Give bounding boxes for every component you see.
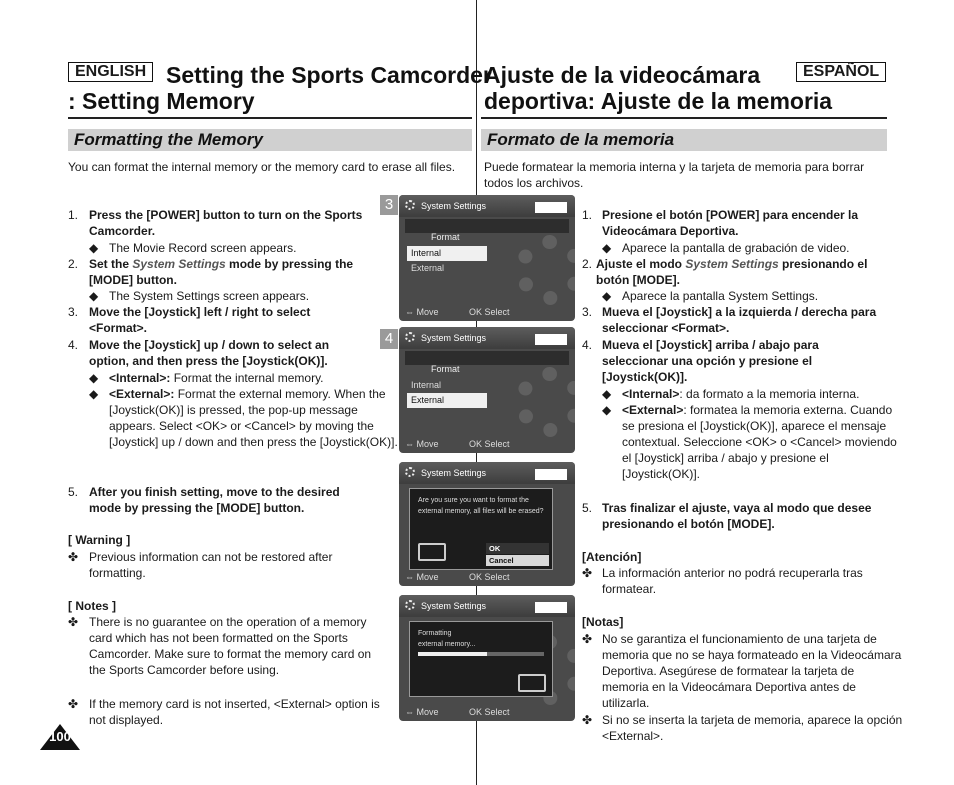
- section-title-en: Formatting the Memory: [68, 129, 472, 151]
- option-label: <External>: [622, 403, 684, 417]
- select-hint: OK Select: [469, 572, 510, 582]
- gear-icon: [405, 467, 415, 477]
- screen-header: [399, 195, 575, 217]
- note-text: Si no se inserta la tarjeta de memoria, aparece la opción <External>.: [602, 713, 903, 743]
- menu-option-external[interactable]: External: [411, 263, 445, 273]
- step-text: Mueva el [Joystick] a la izquierda / derecha para seleccionar <Format>.: [602, 305, 877, 335]
- move-label: Move: [416, 572, 439, 582]
- move-label: Move: [416, 707, 439, 717]
- cross-icon: ✤: [68, 615, 79, 629]
- step-en-2: [68, 256, 378, 288]
- screen-title: System Settings: [421, 601, 487, 611]
- step-es-3: [582, 304, 882, 336]
- step-text: Press the [POWER] button to turn on the Sports Camcorder.: [89, 208, 363, 238]
- gear-icon: [405, 332, 415, 342]
- step-en-5: [68, 484, 368, 516]
- step-en-4: [68, 337, 368, 369]
- battery-icon: [535, 602, 567, 613]
- step-number: 2.: [582, 257, 593, 271]
- menu-option-internal[interactable]: Internal: [407, 246, 487, 261]
- note-es-2: [582, 712, 904, 744]
- language-badge-english: ENGLISH: [68, 62, 153, 82]
- step-text-cont: mode by pressing the [MODE] button.: [89, 257, 354, 287]
- step-number: 5.: [68, 485, 79, 499]
- screen-confirm-popup: [399, 462, 575, 586]
- memory-card-icon: [418, 543, 446, 561]
- step-number: 5.: [582, 501, 593, 515]
- step-number: 2.: [68, 257, 79, 271]
- format-menu: [407, 246, 487, 276]
- option-label: <Internal>:: [109, 371, 171, 385]
- note-en-1: [68, 614, 389, 678]
- intro-en: You can format the internal memory or the memory card to erase all files.: [68, 160, 456, 174]
- battery-icon: [535, 202, 567, 213]
- step-en-1: [68, 207, 368, 239]
- step-badge-3: 3: [380, 195, 398, 215]
- step-text: After you finish setting, move to the desired mode by pressing the [MODE] button.: [89, 485, 340, 515]
- bullet-text: The Movie Record screen appears.: [109, 241, 297, 255]
- formatting-line1: Formatting: [418, 630, 452, 637]
- diamond-icon: ◆: [89, 371, 99, 385]
- bullet-text: Aparece la pantalla de grabación de video.: [622, 241, 850, 255]
- warning-es: [582, 565, 904, 597]
- battery-icon: [535, 334, 567, 345]
- select-label: Select: [484, 439, 510, 449]
- note-en-2: [68, 696, 389, 728]
- diamond-icon: ◆: [89, 241, 99, 255]
- bullet-en-internal: [89, 370, 399, 386]
- notes-title-en: [ Notes ]: [68, 599, 116, 613]
- move-label: Move: [416, 307, 439, 317]
- step-number: 3.: [582, 305, 593, 319]
- battery-icon: [535, 469, 567, 480]
- bullet-en-2: [89, 288, 399, 304]
- gear-watermark-icon: [515, 367, 575, 437]
- popup-ok-option[interactable]: OK: [486, 543, 549, 554]
- note-text: There is no guarantee on the operation of a memory card which has not been formatted on the Sports Camcorder. Make sure to format the memory card on the Sports Camcorder before using.: [89, 615, 372, 677]
- warning-en: [68, 549, 389, 581]
- formatting-message: [418, 628, 546, 650]
- menu-icon-strip: [405, 219, 569, 233]
- diamond-icon: ◆: [89, 387, 99, 401]
- step-number: 1.: [68, 208, 79, 222]
- diamond-icon: ◆: [602, 403, 612, 417]
- option-label: <External>:: [109, 387, 175, 401]
- note-text: No se garantiza el funcionamiento de una tarjeta de memoria que no se haya formateado en la Videocámara Deportiva. Asegúrese de formatear la tarjeta de memoria en la Videocámara Deportiva antes de utilizarla.: [602, 632, 902, 710]
- cross-icon: ✤: [68, 550, 79, 564]
- cross-icon: ✤: [582, 632, 593, 646]
- step-text: Presione el botón [POWER] para encender la Videocámara Deportiva.: [602, 208, 859, 238]
- cross-icon: ✤: [582, 713, 593, 727]
- popup-message: Are you sure you want to format the external memory, all files will be erased?: [418, 497, 544, 515]
- step-text: Set the: [89, 257, 133, 271]
- step-text: Mueva el [Joystick] arriba / abajo para seleccionar una opción y presione el [Joystick(OK)].: [602, 338, 819, 384]
- step-es-1: [582, 207, 882, 239]
- bullet-text: Aparece la pantalla System Settings.: [622, 289, 819, 303]
- popup-cancel-option[interactable]: Cancel: [486, 555, 549, 566]
- cross-icon: ✤: [68, 697, 79, 711]
- menu-icon-strip: [405, 351, 569, 365]
- bullet-text: Format the external memory. When the [Joystick(OK)] is pressed, the pop-up message appears. Select <OK> or <Cancel> by moving the [Joystick] up / down and then press the [Joystick(OK)].: [109, 387, 398, 449]
- screen-header: [399, 462, 575, 484]
- select-label: Select: [484, 707, 510, 717]
- memory-card-icon: [518, 674, 546, 692]
- move-hint: ⇔ Move: [405, 439, 439, 449]
- warning-title-es: [Atención]: [582, 550, 642, 564]
- formatting-popup: [409, 621, 553, 697]
- select-hint: OK Select: [469, 307, 510, 317]
- screen-title: System Settings: [421, 201, 487, 211]
- step-text: Move the [Joystick] up / down to select an option, and then press the [Joystick(OK)].: [89, 338, 330, 368]
- move-hint: ⇔ Move: [405, 572, 439, 582]
- bullet-es-2: [602, 288, 902, 304]
- step-number: 1.: [582, 208, 593, 222]
- step-text-cont: presionando el botón [MODE].: [596, 257, 868, 287]
- language-badge-espanol: ESPAÑOL: [796, 62, 886, 82]
- bullet-es-1: [602, 240, 902, 256]
- bullet-es-external: [602, 402, 902, 482]
- step-text: Ajuste el modo: [596, 257, 686, 271]
- step-es-2: [582, 256, 882, 288]
- option-label: <Internal>: [622, 387, 680, 401]
- bullet-text: : da formato a la memoria interna.: [679, 387, 860, 401]
- title-es-line1: Ajuste de la videocámara: [484, 62, 761, 88]
- menu-option-internal[interactable]: Internal: [411, 380, 442, 390]
- step-es-5: [582, 500, 882, 532]
- step-number: 4.: [68, 338, 79, 352]
- bullet-en-1: [89, 240, 399, 256]
- screen-format-external: [399, 327, 575, 453]
- format-label: Format: [431, 364, 460, 374]
- system-settings-label: System Settings: [685, 257, 779, 271]
- format-label: Format: [431, 232, 460, 242]
- select-label: Select: [484, 307, 510, 317]
- menu-option-external[interactable]: External: [407, 393, 487, 408]
- move-hint: ⇔ Move: [405, 707, 439, 717]
- page-number-text: 100: [49, 729, 71, 744]
- step-en-3: [68, 304, 358, 336]
- title-rule-left: [68, 117, 472, 119]
- warning-title-en: [ Warning ]: [68, 533, 131, 547]
- step-es-4: [582, 337, 882, 385]
- select-hint: OK Select: [469, 707, 510, 717]
- screen-formatting-progress: [399, 595, 575, 721]
- format-menu: [407, 378, 487, 408]
- screen-title: System Settings: [421, 468, 487, 478]
- screen-format-internal: [399, 195, 575, 321]
- screen-title: System Settings: [421, 333, 487, 343]
- progress-track: [418, 652, 544, 656]
- bullet-text: The System Settings screen appears.: [109, 289, 310, 303]
- step-badge-4: 4: [380, 329, 398, 349]
- move-hint: ⇔ Move: [405, 307, 439, 317]
- note-es-1: [582, 631, 904, 711]
- step-number: 4.: [582, 338, 593, 352]
- step-number: 3.: [68, 305, 79, 319]
- title-en-line2: : Setting Memory: [68, 88, 255, 114]
- diamond-icon: ◆: [602, 289, 612, 303]
- bullet-text: : formatea la memoria externa. Cuando se presiona el [Joystick(OK)], aparece el mensaje contextual. Seleccione <OK> o <Cancel> moviendo el [Joystick] arriba / abajo y presione el [Joystick(OK)].: [622, 403, 897, 481]
- notes-title-es: [Notas]: [582, 615, 624, 629]
- warning-text: La información anterior no podrá recuperarla tras formatear.: [602, 566, 863, 596]
- title-rule-right: [481, 117, 887, 119]
- select-hint: OK Select: [469, 439, 510, 449]
- system-settings-label: System Settings: [132, 257, 226, 271]
- section-title-es: Formato de la memoria: [481, 129, 887, 151]
- title-es-line2: deportiva: Ajuste de la memoria: [484, 88, 833, 114]
- bullet-en-external: [89, 386, 399, 450]
- diamond-icon: ◆: [602, 387, 612, 401]
- formatting-line2: external memory...: [418, 641, 476, 648]
- confirm-popup: [409, 488, 553, 570]
- bullet-text: Format the internal memory.: [170, 371, 324, 385]
- screen-header: [399, 595, 575, 617]
- screen-header: [399, 327, 575, 349]
- gear-icon: [405, 200, 415, 210]
- bullet-es-internal: [602, 386, 902, 402]
- gear-icon: [405, 600, 415, 610]
- note-text: If the memory card is not inserted, <External> option is not displayed.: [89, 697, 380, 727]
- gear-watermark-icon: [515, 235, 575, 305]
- select-label: Select: [484, 572, 510, 582]
- diamond-icon: ◆: [89, 289, 99, 303]
- warning-text: Previous information can not be restored after formatting.: [89, 550, 333, 580]
- move-label: Move: [416, 439, 439, 449]
- step-text: Tras finalizar el ajuste, vaya al modo que desee presionando el botón [MODE].: [602, 501, 872, 531]
- page-number: [40, 724, 80, 750]
- intro-es: Puede formatear la memoria interna y la tarjeta de memoria para borrar todos los archivos.: [484, 160, 865, 190]
- progress-fill: [418, 652, 487, 656]
- diamond-icon: ◆: [602, 241, 612, 255]
- step-text: Move the [Joystick] left / right to select <Format>.: [89, 305, 311, 335]
- cross-icon: ✤: [582, 566, 593, 580]
- title-en-line1: Setting the Sports Camcorder: [166, 62, 492, 88]
